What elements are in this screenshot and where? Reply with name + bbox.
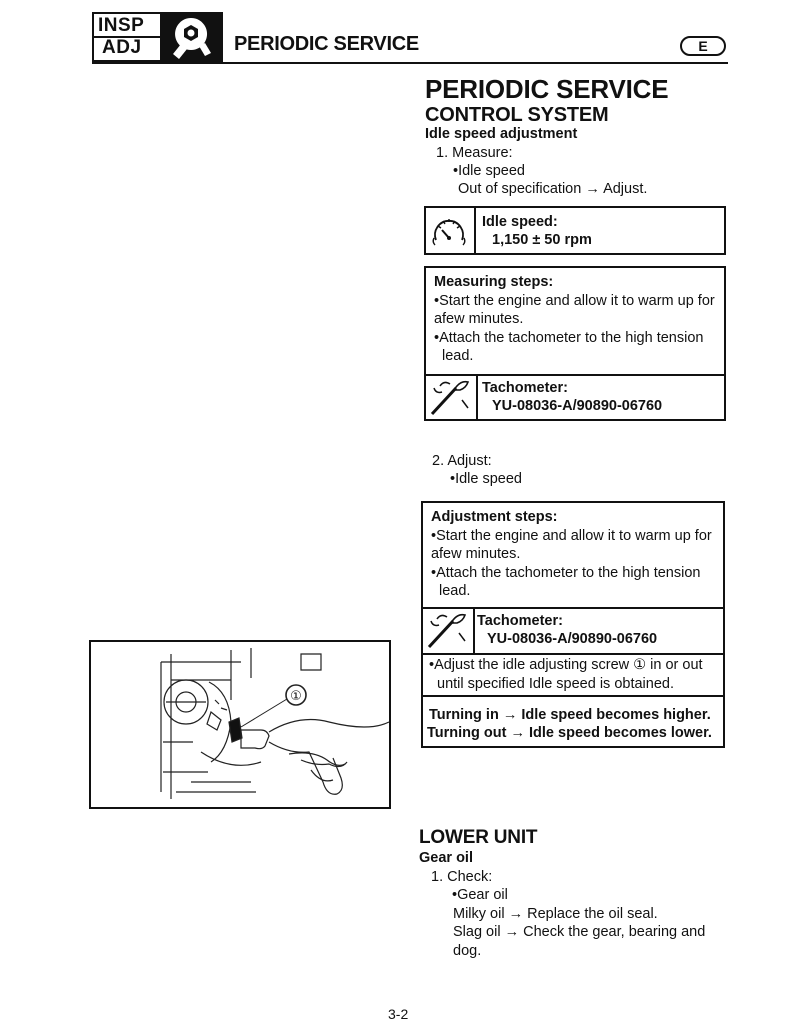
badge-text-block: [94, 14, 162, 60]
turning-out-line: Turning out → Idle speed becomes lower.: [427, 725, 712, 741]
adjustment-tool-label: Tachometer:: [477, 613, 563, 629]
page-number: 3-2: [388, 1006, 409, 1022]
subsection-gear-oil: Gear oil: [419, 850, 473, 866]
step-check: 1. Check:: [431, 869, 493, 885]
gear-oil-line: Slag oil → Check the gear, bearing and: [453, 924, 706, 940]
adjustment-tool-value: YU-08036-A/90890-06760: [487, 631, 658, 647]
adjustment-title: Adjustment steps:: [431, 509, 558, 525]
step-adjust: 2. Adjust:: [432, 453, 492, 469]
figure-callout: ①: [290, 689, 302, 704]
adjustment-line: •Attach the tachometer to the high tension: [431, 565, 701, 581]
tool-icon-cell: [426, 374, 478, 419]
spec-icon-cell: [426, 208, 476, 253]
header-rule: [92, 62, 728, 64]
idle-screw-figure: [89, 640, 391, 809]
adjust-screw-line: •Adjust the idle adjusting screw ① in or out: [429, 657, 703, 673]
engine-hand-illustration: [91, 642, 389, 807]
measuring-tool-label: Tachometer:: [482, 380, 568, 396]
section-lower-unit: LOWER UNIT: [419, 827, 538, 848]
gauge-icon: [426, 208, 472, 253]
adjustment-line: lead.: [439, 583, 471, 599]
step-check-item: •Gear oil: [452, 887, 508, 903]
adjustment-steps-box: [421, 501, 725, 748]
adjustment-line: •Start the engine and allow it to warm up for a: [431, 528, 712, 562]
step-measure-note: Out of specification → Adjust.: [458, 181, 648, 197]
measuring-tool-value: YU-08036-A/90890-06760: [492, 398, 663, 414]
spec-value: 1,150 ± 50 rpm: [492, 232, 592, 248]
gear-oil-line: dog.: [453, 943, 482, 959]
adjust-screw-line: until specified Idle speed is obtained.: [437, 676, 674, 692]
step-measure-item: •Idle speed: [453, 163, 525, 179]
section-control-system: CONTROL SYSTEM: [425, 104, 609, 126]
tachometer-tool-icon: [426, 374, 474, 419]
adjustment-divider: [423, 695, 723, 697]
measuring-steps-box: [424, 266, 726, 421]
header-title: PERIODIC SERVICE: [234, 33, 419, 55]
adjustment-divider: [423, 653, 723, 655]
measuring-line: •Attach the tachometer to the high tension: [434, 330, 704, 346]
idle-speed-spec-box: [424, 206, 726, 255]
subsection-idle-speed: Idle speed adjustment: [425, 126, 578, 142]
turning-in-line: Turning in → Idle speed becomes higher.: [429, 707, 711, 723]
spec-label: Idle speed:: [482, 214, 558, 230]
measuring-line: few minutes.: [442, 311, 524, 327]
badge-adj: ADJ: [102, 37, 142, 58]
measuring-line: •Start the engine and allow it to warm up for a: [434, 293, 715, 327]
gear-oil-line: Milky oil → Replace the oil seal.: [453, 906, 658, 922]
badge-insp: INSP: [98, 15, 145, 36]
step-adjust-item: •Idle speed: [450, 471, 522, 487]
tachometer-tool-icon: [423, 607, 471, 652]
language-badge: E: [680, 36, 726, 56]
adjustment-line: few minutes.: [439, 546, 521, 562]
measuring-title: Measuring steps:: [434, 274, 554, 290]
page-title: PERIODIC SERVICE: [425, 74, 669, 104]
tool-icon-cell: [423, 607, 475, 653]
measuring-line: lead.: [442, 348, 474, 364]
wrench-icon: [161, 14, 221, 60]
step-measure: 1. Measure:: [436, 145, 513, 161]
section-badge: [92, 12, 223, 62]
